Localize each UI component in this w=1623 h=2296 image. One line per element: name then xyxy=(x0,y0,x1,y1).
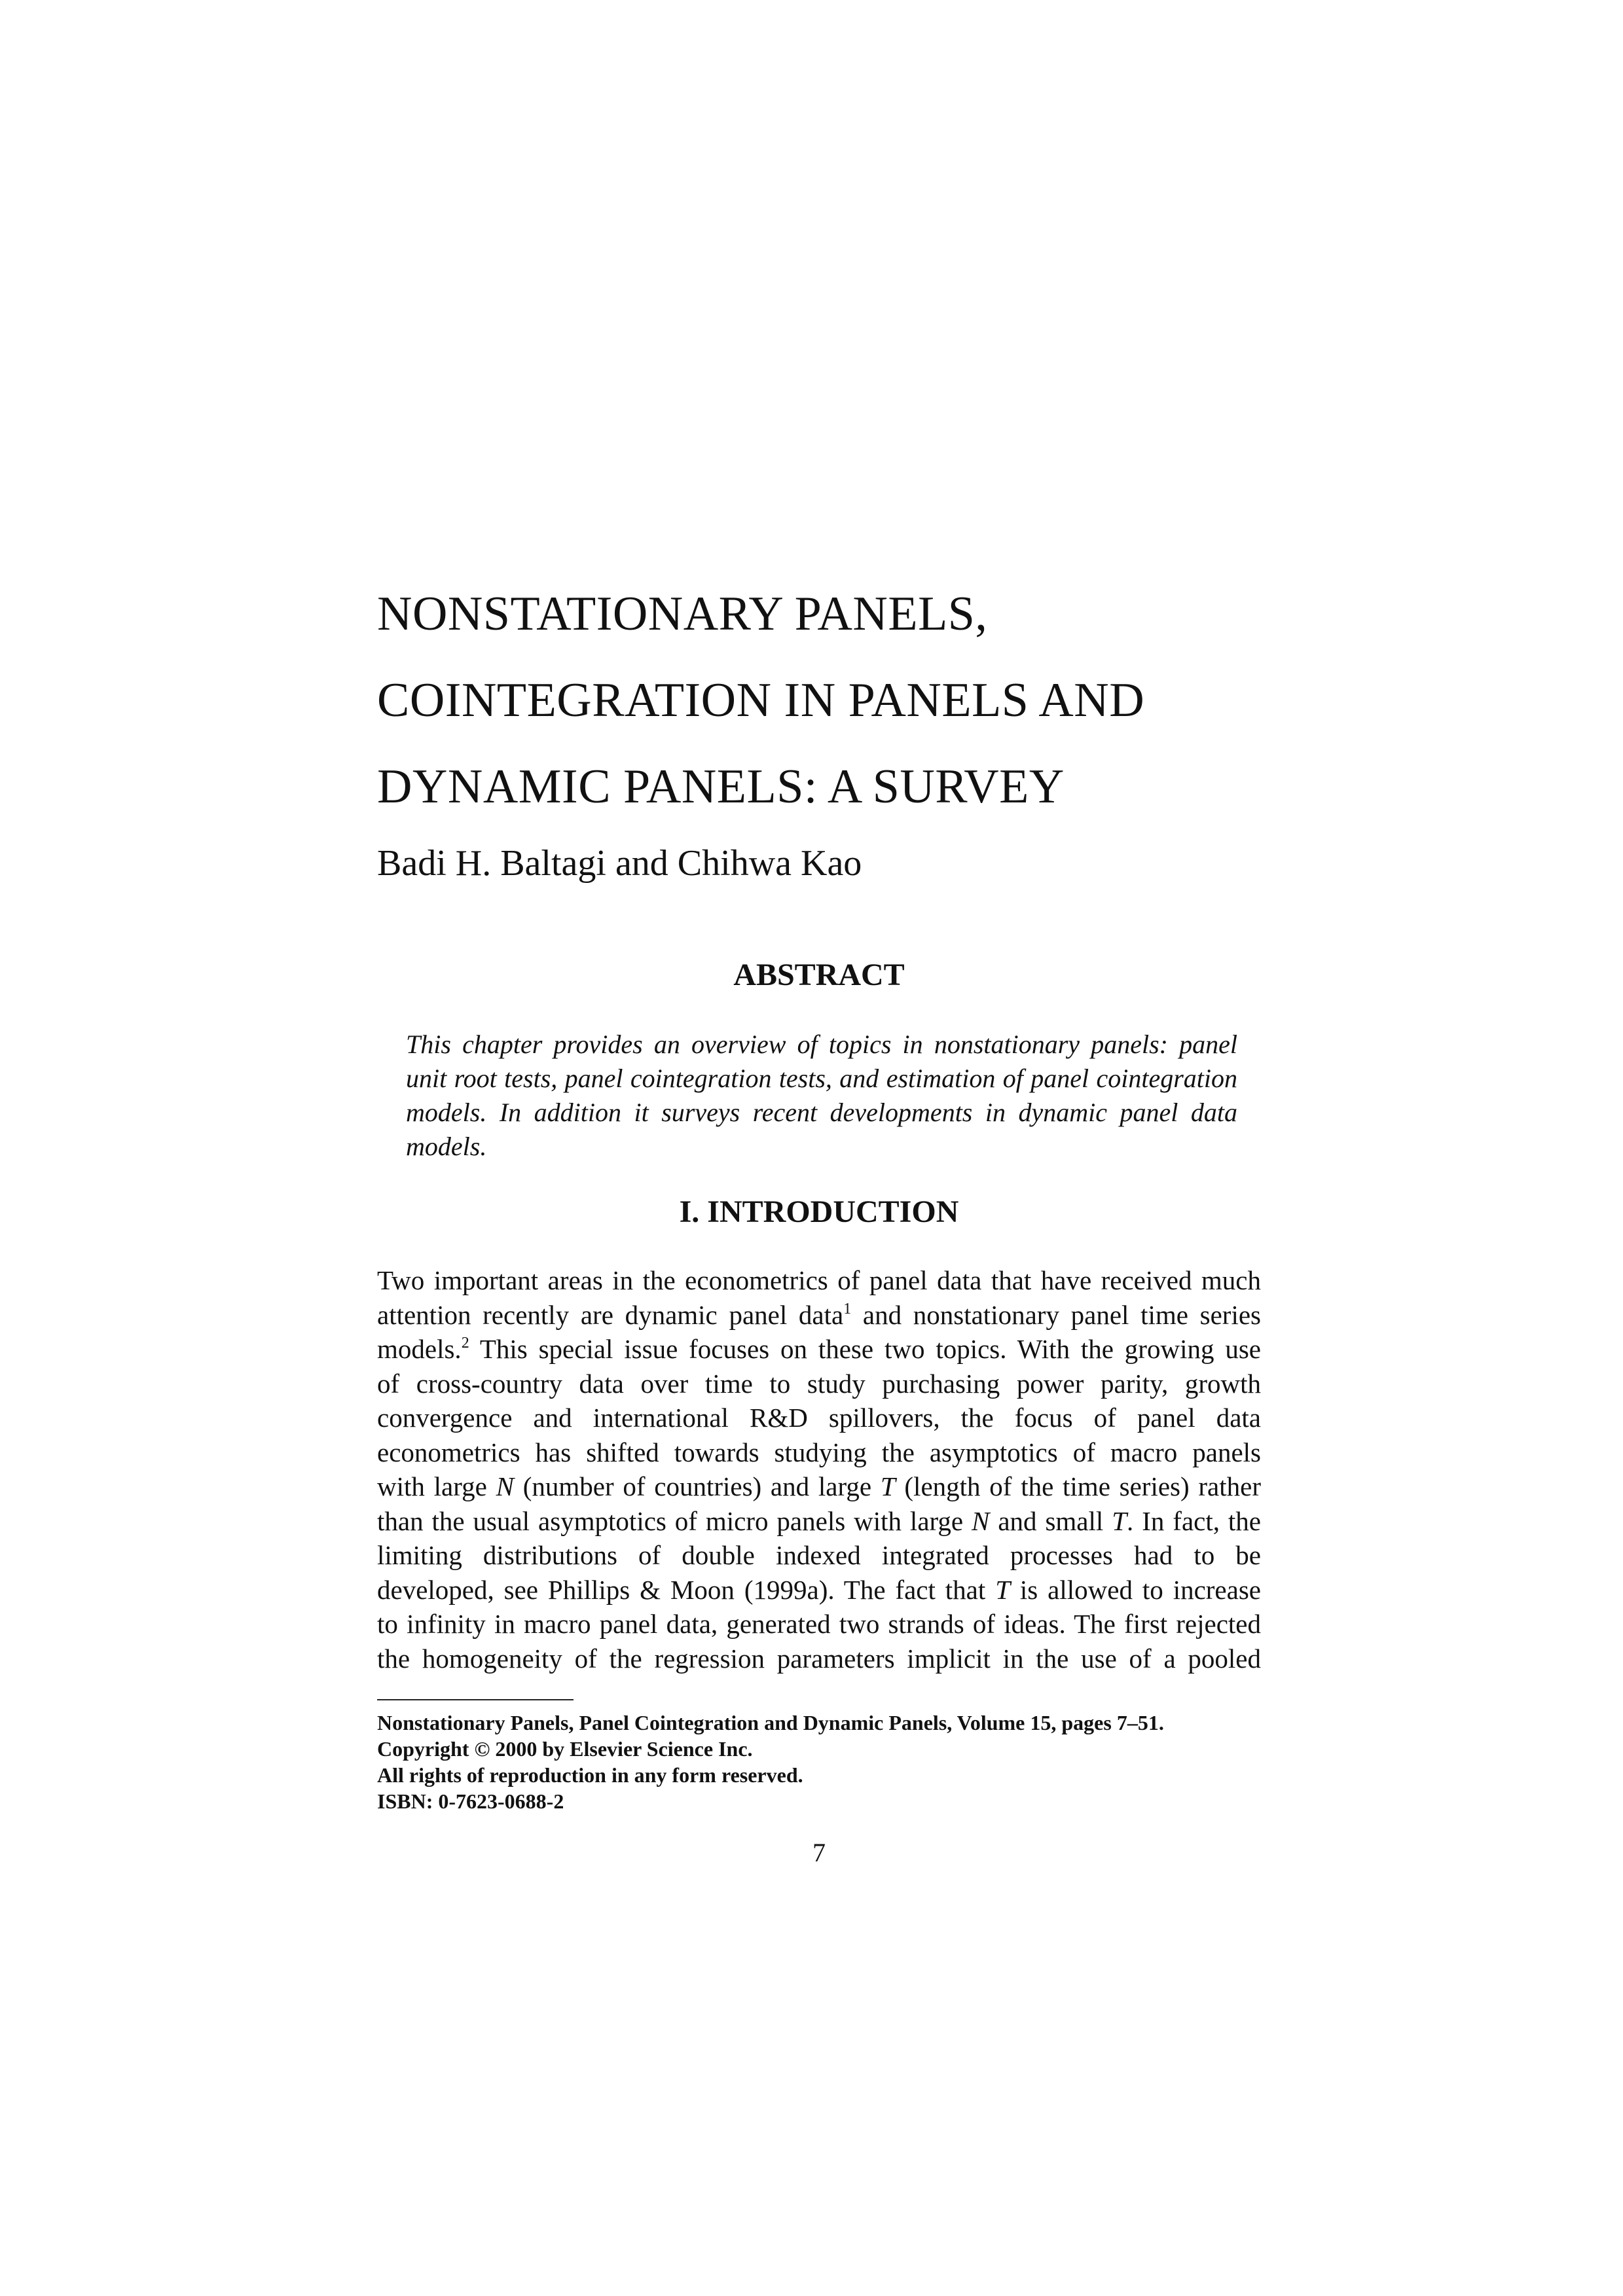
footnote-line: Nonstationary Panels, Panel Cointegration and Dynamic Panels, Volume 15, pages 7–51. xyxy=(377,1711,1164,1734)
footnote-line: ISBN: 0-7623-0688-2 xyxy=(377,1789,564,1813)
footnote-ref: 1 xyxy=(843,1300,852,1318)
footnote-line: All rights of reproduction in any form reserved. xyxy=(377,1763,803,1787)
text-line: Two important areas in the econometrics of panel data that have received much xyxy=(377,1265,1261,1295)
footnote-divider xyxy=(377,1699,574,1700)
text-line: with large N (number of countries) and large T (length of the time series) rather xyxy=(377,1471,1261,1501)
title-line: DYNAMIC PANELS: A SURVEY xyxy=(377,760,1065,814)
text-line: attention recently are dynamic panel data$^1$ and nonstationary panel time series xyxy=(377,1299,1261,1330)
text-line: than the usual asymptotics of micro panels with large N and small T. In fact, the xyxy=(377,1505,1261,1536)
publication-footnote xyxy=(377,1710,1294,1814)
footnote-line: Copyright © 2000 by Elsevier Science Inc. xyxy=(377,1737,753,1761)
authors: Badi H. Baltagi and Chihwa Kao xyxy=(377,843,862,884)
chapter-title xyxy=(377,571,1359,830)
footnote-ref: 2 xyxy=(461,1335,469,1352)
page-number: 7 xyxy=(812,1838,826,1867)
abstract-text: This chapter provides an overview of topics in nonstationary panels: panel unit root tests, panel cointegration tests, and estimation of panel cointegration models. In addition it surveys recent developments in dynamic panel data models. xyxy=(406,1030,1237,1161)
text-line: of cross-country data over time to study purchasing power parity, growth xyxy=(377,1368,1261,1399)
abstract-heading: ABSTRACT xyxy=(733,958,905,992)
text-line: developed, see Phillips & Moon (1999a). The fact that T is allowed to increase xyxy=(377,1574,1261,1605)
text-line: models.$^2$ This special issue focuses on these two topics. With the growing use xyxy=(377,1334,1261,1364)
text-line: limiting distributions of double indexed integrated processes had to be xyxy=(377,1540,1261,1570)
title-line: COINTEGRATION IN PANELS AND xyxy=(377,673,1145,727)
text-line: to infinity in macro panel data, generated two strands of ideas. The first rejected xyxy=(377,1609,1261,1639)
introduction-heading: I. INTRODUCTION xyxy=(679,1194,959,1229)
text-line: econometrics has shifted towards studying the asymptotics of macro panels xyxy=(377,1437,1261,1467)
title-line: NONSTATIONARY PANELS, xyxy=(377,587,988,641)
text-line: convergence and international R&D spillovers, the focus of panel data xyxy=(377,1403,1261,1433)
introduction-paragraph xyxy=(377,1263,1261,1676)
text-line: the homogeneity of the regression parameters implicit in the use of a pooled xyxy=(377,1643,1261,1674)
